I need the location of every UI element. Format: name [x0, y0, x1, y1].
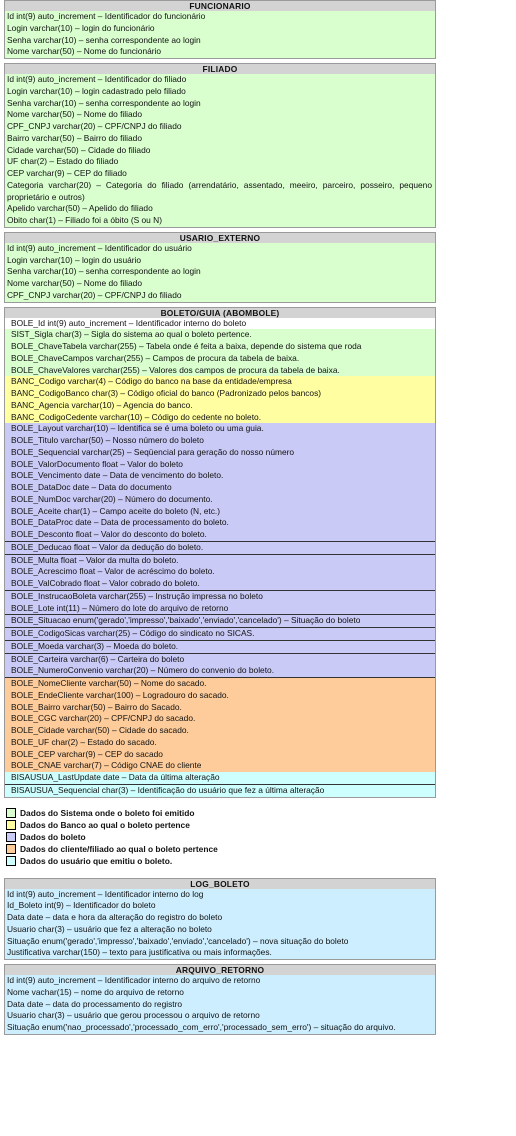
legend-label: Dados do usuário que emitiu o boleto.: [20, 855, 173, 866]
table-row: BOLE_ChaveTabela varchar(255) – Tabela onde é feita a baixa, depende do sistema que roda: [5, 341, 435, 353]
legend-item: [6, 807, 436, 819]
table-row: Login varchar(10) – login do usuário: [5, 255, 435, 267]
table-row: Id int(9) auto_increment – Identificador do funcionário: [5, 11, 435, 23]
table-row: Obito char(1) – Filiado foi a óbito (S ou N): [5, 215, 435, 227]
table-row: Usuario char(3) – usuário que gerou processou o arquivo de retorno: [5, 1010, 435, 1022]
table-row: Usuario char(3) – usuário que fez a alteração no boleto: [5, 924, 435, 936]
table-row: BANC_Agencia varchar(10) – Agencia do banco.: [5, 400, 435, 412]
table-row: Id int(9) auto_increment – Identificador interno do arquivo de retorno: [5, 975, 435, 987]
table-row: Nome varchar(50) – Nome do filiado: [5, 109, 435, 121]
legend-swatch-icon: [6, 844, 16, 854]
table-title-filiado: FILIADO: [5, 64, 435, 74]
legend-swatch-icon: [6, 832, 16, 842]
table-row: Senha varchar(10) – senha correspondente ao login: [5, 266, 435, 278]
table-row: BOLE_ChaveCampos varchar(255) – Campos de procura da tabela de baixa.: [5, 353, 435, 365]
table-row: Categoria varchar(20) – Categoria do filiado (arrendatário, assentado, meeiro, parceiro, posseiro, pequeno proprietário e outros): [5, 180, 435, 204]
table-row: BANC_CodigoCedente varchar(10) – Código do cedente no boleto.: [5, 412, 435, 424]
table-row: BOLE_NumeroConvenio varchar(20) – Número do convenio do boleto.: [5, 665, 435, 678]
table-row: BOLE_Id int(9) auto_increment – Identificador interno do boleto: [5, 318, 435, 330]
table-title-arquivo-retorno: ARQUIVO_RETORNO: [5, 965, 435, 975]
table-row: Senha varchar(10) – senha correspondente ao login: [5, 98, 435, 110]
table-row: BOLE_Acrescimo float – Valor de acréscimo do boleto.: [5, 566, 435, 578]
table-row: BOLE_Aceite char(1) – Campo aceite do boleto (N, etc.): [5, 506, 435, 518]
table-usuario-externo: [4, 232, 436, 303]
legend-item: [6, 843, 436, 855]
table-row: BOLE_CNAE varchar(7) – Código CNAE do cliente: [5, 760, 435, 772]
legend-label: Dados do Banco ao qual o boleto pertence: [20, 819, 190, 830]
table-boleto: [4, 307, 436, 798]
table-row: CPF_CNPJ varchar(20) – CPF/CNPJ do filiado: [5, 121, 435, 133]
legend-label: Dados do Sistema onde o boleto foi emitido: [20, 807, 195, 818]
table-row: BOLE_ChaveValores varchar(255) – Valores dos campos de procura da tabela de baixa.: [5, 365, 435, 377]
table-row: BOLE_Bairro varchar(50) – Bairro do Sacado.: [5, 702, 435, 714]
table-row: BOLE_CEP varchar(9) – CEP do sacado: [5, 749, 435, 761]
table-row: BOLE_Layout varchar(10) – Identifica se é uma boleto ou uma guia.: [5, 423, 435, 435]
document-page: [4, 0, 436, 1035]
table-row: Cidade varchar(50) – Cidade do filiado: [5, 145, 435, 157]
table-row: BOLE_InstrucaoBoleta varchar(255) – Instrução impressa no boleto: [5, 591, 435, 603]
table-row: BOLE_Situacao enum('gerado','impresso','baixado','enviado','cancelado') – Situação do boleto: [5, 615, 435, 628]
table-row: BANC_Codigo varchar(4) – Código do banco na base da entidade/empresa: [5, 376, 435, 388]
table-row: BOLE_NumDoc varchar(20) – Número do documento.: [5, 494, 435, 506]
table-row: Data date – data do processamento do registro: [5, 999, 435, 1011]
table-row: Id int(9) auto_increment – Identificador interno do log: [5, 889, 435, 901]
table-funcionario: [4, 0, 436, 59]
legend-swatch-icon: [6, 820, 16, 830]
table-row: Nome varchar(50) – Nome do filiado: [5, 278, 435, 290]
table-row: Apelido varchar(50) – Apelido do filiado: [5, 203, 435, 215]
table-row: BOLE_CodigoSicas varchar(25) – Código do sindicato no SICAS.: [5, 628, 435, 641]
table-row: BANC_CodigoBanco char(3) – Código oficial do banco (Padronizado pelos bancos): [5, 388, 435, 400]
table-row: BISAUSUA_Sequencial char(3) – Identificação do usuário que fez a última alteração: [5, 785, 435, 797]
table-row: BOLE_Cidade varchar(50) – Cidade do sacado.: [5, 725, 435, 737]
table-row: BOLE_UF char(2) – Estado do sacado.: [5, 737, 435, 749]
table-row: BOLE_NomeCliente varchar(50) – Nome do sacado.: [5, 678, 435, 690]
color-legend: [4, 807, 436, 867]
table-row: Situação enum('nao_processado','processado_com_erro','processado_sem_erro') – situação do arquivo.: [5, 1022, 435, 1034]
legend-label: Dados do boleto: [20, 831, 86, 842]
table-row: BOLE_Titulo varchar(50) – Nosso número do boleto: [5, 435, 435, 447]
table-row: Id int(9) auto_increment – Identificador do usuário: [5, 243, 435, 255]
table-row: BOLE_Deducao float – Valor da dedução do boleto.: [5, 542, 435, 555]
table-title-log-boleto: LOG_BOLETO: [5, 879, 435, 889]
table-row: BOLE_Moeda varchar(3) – Moeda do boleto.: [5, 641, 435, 654]
table-row: BOLE_Lote int(11) – Número do lote do arquivo de retorno: [5, 603, 435, 616]
table-row: UF char(2) – Estado do filiado: [5, 156, 435, 168]
table-row: Senha varchar(10) – senha correspondente ao login: [5, 35, 435, 47]
table-row: Id int(9) auto_increment – Identificador do filiado: [5, 74, 435, 86]
table-row: BISAUSUA_LastUpdate date – Data da última alteração: [5, 772, 435, 785]
legend-item: [6, 831, 436, 843]
legend-label: Dados do cliente/filiado ao qual o boleto pertence: [20, 843, 218, 854]
legend-swatch-icon: [6, 856, 16, 866]
table-title-usuario-externo: USARIO_EXTERNO: [5, 233, 435, 243]
table-row: CPF_CNPJ varchar(20) – CPF/CNPJ do filiado: [5, 290, 435, 302]
table-row: BOLE_DataDoc date – Data do documento: [5, 482, 435, 494]
table-row: Bairro varchar(50) – Bairro do filiado: [5, 133, 435, 145]
table-row: BOLE_ValorDocumento float – Valor do boleto: [5, 459, 435, 471]
legend-item: [6, 819, 436, 831]
table-row: Situação enum('gerado','impresso','baixado','enviado','cancelado') – nova situação do boleto: [5, 936, 435, 948]
table-row: BOLE_CGC varchar(20) – CPF/CNPJ do sacado.: [5, 713, 435, 725]
table-row: CEP varchar(9) – CEP do filiado: [5, 168, 435, 180]
table-row: BOLE_Carteira varchar(6) – Carteira do boleto: [5, 654, 435, 666]
table-row: Id_Boleto int(9) – Identificador do boleto: [5, 900, 435, 912]
legend-swatch-icon: [6, 808, 16, 818]
table-title-boleto: BOLETO/GUIA (ABOMBOLE): [5, 308, 435, 318]
table-log-boleto: [4, 878, 436, 961]
table-row: SIST_Sigla char(3) – Sigla do sistema ao qual o boleto pertence.: [5, 329, 435, 341]
legend-item: [6, 855, 436, 867]
table-row: Login varchar(10) – login cadastrado pelo filiado: [5, 86, 435, 98]
table-filiado: [4, 63, 436, 228]
table-row: BOLE_Multa float – Valor da multa do boleto.: [5, 555, 435, 567]
table-row: BOLE_Desconto float – Valor do desconto do boleto.: [5, 529, 435, 542]
table-row: Justificativa varchar(150) – texto para justificativa ou mais informações.: [5, 947, 435, 959]
table-row: Data date – data e hora da alteração do registro do boleto: [5, 912, 435, 924]
table-row: BOLE_Sequencial varchar(25) – Seqüencial para geração do nosso número: [5, 447, 435, 459]
table-title-funcionario: FUNCIONARIO: [5, 1, 435, 11]
table-row: BOLE_Vencimento date – Data de vencimento do boleto.: [5, 470, 435, 482]
table-row: Nome varchar(50) – Nome do funcionário: [5, 46, 435, 58]
table-row: BOLE_EndeCliente varchar(100) – Logradouro do sacado.: [5, 690, 435, 702]
table-row: BOLE_ValCobrado float – Valor cobrado do boleto.: [5, 578, 435, 591]
table-row: BOLE_DataProc date – Data de processamento do boleto.: [5, 517, 435, 529]
table-arquivo-retorno: [4, 964, 436, 1035]
table-row: Login varchar(10) – login do funcionário: [5, 23, 435, 35]
table-row: Nome vachar(15) – nome do arquivo de retorno: [5, 987, 435, 999]
